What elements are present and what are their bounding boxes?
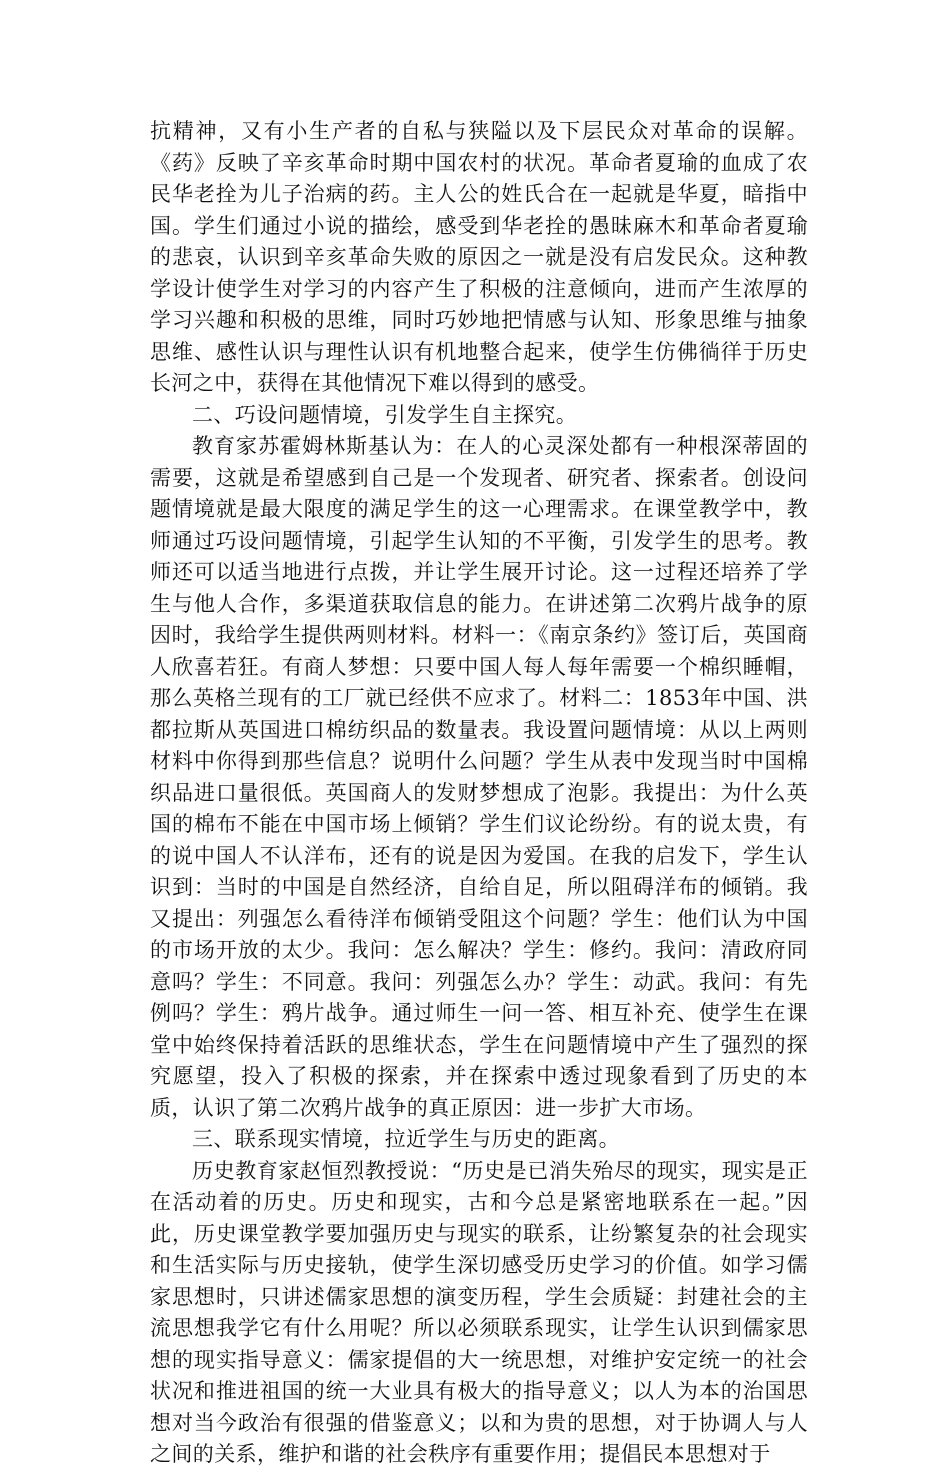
document-body (150, 116, 808, 1471)
paragraph-section-3: 历史教育家赵恒烈教授说：“历史是已消失殆尽的现实，现实是正在活动着的历史。历史和现实，古和今总是紧密地联系在一起。”因此，历史课堂教学要加强历史与现实的联系，让纷繁复杂的社会现实和生活实际与历史接轨，使学生深切感受历史学习的价值。如学习儒家思想时，只讲述儒家思想的演变历程，学生会质疑：封建社会的主流思想我学它有什么用呢？所以必须联系现实，让学生认识到儒家思想的现实指导意义：儒家提倡的大一统思想，对维护安定统一的社会状况和推进祖国的统一大业具有极大的指导意义；以人为本的治国思想对当今政治有很强的借鉴意义；以和为贵的思想，对于协调人与人之间的关系，维护和谐的社会秩序有重要作用；提倡民本思想对于 (150, 1158, 808, 1466)
paragraph-section-2: 教育家苏霍姆林斯基认为：在人的心灵深处都有一种根深蒂固的需要，这就是希望感到自己是一个发现者、研究者、探索者。创设问题情境就是最大限度的满足学生的这一心理需求。在课堂教学中，教师通过巧设问题情境，引起学生认知的不平衡，引发学生的思考。教师还可以适当地进行点拨，并让学生展开讨论。这一过程还培养了学生与他人合作，多渠道获取信息的能力。在讲述第二次鸦片战争的原因时，我给学生提供两则材料。材料一：《南京条约》签订后，英国商人欣喜若狂。有商人梦想：只要中国人每人每年需要一个棉织睡帽，那么英格兰现有的工厂就已经供不应求了。材料二：1853年中国、洪都拉斯从英国进口棉纺织品的数量表。我设置问题情境：从以上两则材料中你得到那些信息？说明什么问题？学生从表中发现当时中国棉织品进口量很低。英国商人的发财梦想成了泡影。我提出：为什么英国的棉布不能在中国市场上倾销？学生们议论纷纷。有的说太贵，有的说中国人不认洋布，还有的说是因为爱国。在我的启发下，学生认识到：当时的中国是自然经济，自给自足，所以阻碍洋布的倾销。我又提出：列强怎么看待洋布倾销受阻这个问题？学生：他们认为中国的市场开放的太少。我问：怎么解决？学生：修约。我问：清政府同意吗？学生：不同意。我问：列强怎么办？学生：动武。我问：有先例吗？学生：鸦片战争。通过师生一问一答、相互补充、使学生在课堂中始终保持着活跃的思维状态，学生在问题情境中产生了强烈的探究愿望，投入了积极的探索，并在探索中透过现象看到了历史的本质，认识了第二次鸦片战争的真正原因：进一步扩大市场。 (150, 434, 808, 1120)
paragraph-continuation: 抗精神，又有小生产者的自私与狭隘以及下层民众对革命的误解。《药》反映了辛亥革命时期中国农村的状况。革命者夏瑜的血成了农民华老拴为儿子治病的药。主人公的姓氏合在一起就是华夏，暗指中国。学生们通过小说的描绘，感受到华老拴的愚昧麻木和革命者夏瑜的悲哀，认识到辛亥革命失败的原因之一就是没有启发民众。这种教学设计使学生对学习的内容产生了积极的注意倾向，进而产生浓厚的学习兴趣和积极的思维，同时巧妙地把情感与认知、形象思维与抽象思维、感性认识与理性认识有机地整合起来，使学生仿佛徜徉于历史长河之中，获得在其他情况下难以得到的感受。 (150, 119, 808, 395)
section-heading-3: 三、联系现实情境，拉近学生与历史的距离。 (192, 1127, 620, 1151)
section-heading-2: 二、巧设问题情境，引发学生自主探究。 (192, 402, 578, 427)
